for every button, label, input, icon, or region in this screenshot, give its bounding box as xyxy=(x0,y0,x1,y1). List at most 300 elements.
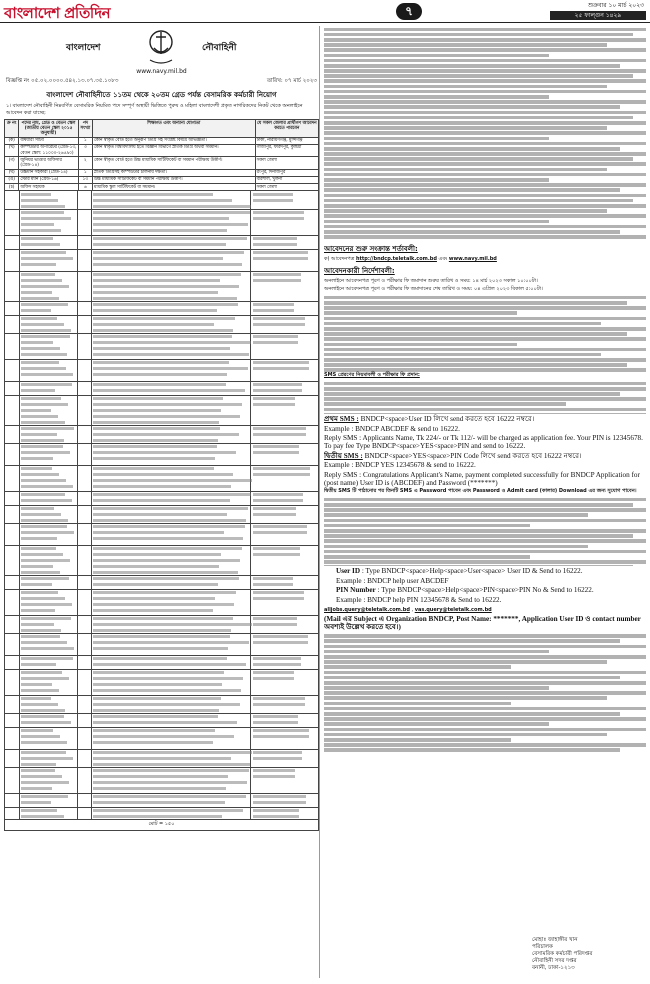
cell-text-line xyxy=(21,317,57,320)
cell-text-line xyxy=(93,223,248,226)
cell-text-line xyxy=(93,683,222,686)
lost-user-id-example: Example : BNDCP help user ABCDEF xyxy=(336,576,449,585)
cell-text-line xyxy=(21,513,61,516)
text-line xyxy=(324,358,646,362)
text-line xyxy=(324,655,646,659)
cell-text-line xyxy=(253,367,309,370)
row-post: অফিস সহায়ক xyxy=(19,184,78,191)
reference-line xyxy=(6,78,317,86)
cell-text-line xyxy=(21,347,60,350)
cell-text-line xyxy=(21,801,51,804)
apply-heading: আবেদনের শুরু সংক্রান্ত শর্তাবলী: xyxy=(324,245,418,253)
navy-website-link[interactable]: www.navy.mil.bd xyxy=(448,256,497,262)
text-line xyxy=(324,639,620,643)
table-continuation xyxy=(4,191,319,820)
org-name-left: বাংলাদেশ xyxy=(66,43,101,53)
cell-text-line xyxy=(21,641,67,644)
text-line xyxy=(324,353,601,357)
cell-text-line xyxy=(93,341,251,344)
cell-text-line xyxy=(253,815,299,818)
cell-text-line xyxy=(253,583,293,586)
row-post: উচ্চমান সহকারী (গ্রেড-১৪) xyxy=(19,169,78,176)
table-row xyxy=(5,169,319,176)
cell-text-line xyxy=(253,273,301,276)
cell-text-line xyxy=(93,205,251,208)
cell-text-line xyxy=(253,635,308,638)
cell-text-line xyxy=(253,801,306,804)
cell-text-line xyxy=(21,787,52,790)
total-label: মোট = xyxy=(148,821,164,828)
cell-text-line xyxy=(253,433,306,436)
date-line: শুক্রবার ১০ মার্চ ২০২৩ xyxy=(588,2,644,9)
reply-sms-2: Reply SMS : Congratulations Applicant's Name, payment completed successfully for BNDCP Application for (post name) User ID is (ABCDEF) and Password (*******) xyxy=(324,470,640,487)
cell-text-line xyxy=(253,193,293,196)
cell-text-line xyxy=(21,623,54,626)
cell-text-line xyxy=(21,439,64,442)
cell-text-line xyxy=(253,279,301,282)
text-line xyxy=(324,74,633,78)
text-line xyxy=(324,306,646,310)
page-number-badge: ৭ xyxy=(396,3,422,20)
text-line xyxy=(324,550,646,554)
notice-right-column xyxy=(324,26,646,978)
cell-text-line xyxy=(93,409,221,412)
text-line xyxy=(324,79,646,83)
cell-text-line xyxy=(21,383,72,386)
cell-text-line xyxy=(21,467,52,470)
apply-site-line: ক) আবেদনপত্র http://bndcp.teletalk.com.bd এবং www.navy.mil.bd xyxy=(324,256,497,262)
row-qty: ৩ xyxy=(78,144,92,156)
cell-text-line xyxy=(21,741,67,744)
text-line xyxy=(324,728,646,732)
cell-text-line xyxy=(21,795,68,798)
online-start: অনলাইনে আবেদনপত্র পূরণ ও পরীক্ষার ফি জমাদান শুরুর তারিখ ও সময়: ১৪ মার্চ ২০২৩ সকাল ১০:০০টা। xyxy=(324,278,538,285)
text-line xyxy=(324,545,588,549)
cell-text-line xyxy=(93,479,252,482)
table-header-row xyxy=(5,120,319,138)
cell-text-line xyxy=(253,641,308,644)
cell-text-line xyxy=(21,415,58,418)
text-line xyxy=(324,382,646,386)
cell-text-line xyxy=(93,309,217,312)
cell-text-line xyxy=(21,715,64,718)
cell-text-line xyxy=(253,467,310,470)
cell-text-line xyxy=(93,217,229,220)
cell-text-line xyxy=(21,531,74,534)
signer-org: নৌবাহিনী সদর দপ্তর xyxy=(532,958,577,964)
cell-text-line xyxy=(93,741,213,744)
cell-text-line xyxy=(21,809,57,812)
cell-text-line xyxy=(21,193,51,196)
cell-text-line xyxy=(21,597,65,600)
cell-text-line xyxy=(21,493,65,496)
row-district: বরিশাল, খুলনা xyxy=(255,176,318,183)
text-line xyxy=(324,498,646,502)
cell-text-line xyxy=(21,445,63,448)
table-row xyxy=(5,176,319,183)
cell-text-line xyxy=(93,689,241,692)
cell-text-line xyxy=(21,703,58,706)
cell-text-line xyxy=(21,565,53,568)
row-qualification: কোন স্বীকৃত বোর্ড হতে উচ্চ মাধ্যমিক সার্টিফিকেট বা সমমান পরীক্ষায় উত্তীর্ণ। xyxy=(92,157,255,169)
row-post: কম্পিউটার অপারেটর (গ্রেড-১৩, বেতন স্কেল: ১১০০০-২৬৫৯০) xyxy=(20,145,77,156)
cell-text-line xyxy=(253,531,307,534)
text-line xyxy=(324,105,620,109)
text-line xyxy=(324,645,646,649)
cell-text-line xyxy=(21,427,74,430)
cell-text-line xyxy=(21,389,55,392)
table-row xyxy=(5,137,319,144)
cell-text-line xyxy=(21,629,61,632)
cell-text-line xyxy=(21,263,56,266)
cell-text-line xyxy=(93,303,238,306)
text-line xyxy=(324,322,601,326)
cell-text-line xyxy=(253,677,294,680)
cell-text-line xyxy=(21,353,67,356)
text-line xyxy=(324,712,620,716)
cell-text-line xyxy=(21,303,68,306)
cell-text-line xyxy=(93,251,244,254)
cell-text-line xyxy=(93,697,221,700)
example-2: Example : BNDCP YES 12345678 & send to 16222. xyxy=(324,461,476,470)
cell-text-line xyxy=(93,603,234,606)
cell-text-line xyxy=(21,815,64,818)
apply-website-link[interactable]: http://bndcp.teletalk.com.bd xyxy=(355,256,437,262)
cell-text-line xyxy=(93,485,231,488)
text-line xyxy=(324,54,549,58)
cell-text-line xyxy=(93,609,213,612)
text-line xyxy=(324,188,620,192)
text-line xyxy=(324,686,549,690)
org-heading xyxy=(4,26,319,72)
admit-card-note: দ্বিতীয় SMS টি পাঠানোর পর তিনটি SMS এ Password পাবেন এবং Password ও Admit card (কালার) Download এর জন্য সুযোগ পাবেন। xyxy=(324,488,637,495)
first-sms-text: BNDCP<space>User ID লিখে send করতে হবে 16222 নম্বরে। xyxy=(360,415,535,424)
text-line xyxy=(324,204,646,208)
text-line xyxy=(324,121,646,125)
sms-intro-block xyxy=(324,380,646,414)
text-line xyxy=(324,519,646,523)
text-line xyxy=(324,707,646,711)
text-line xyxy=(324,534,633,538)
cell-text-line xyxy=(253,547,300,550)
cell-text-line xyxy=(21,635,60,638)
navy-website[interactable]: www.navy.mil.bd xyxy=(136,68,187,75)
row-district: সকল জেলা xyxy=(255,184,318,191)
text-line xyxy=(324,634,646,638)
cell-text-line xyxy=(93,499,230,502)
row-qty: ১৩ xyxy=(78,176,92,183)
cell-text-line xyxy=(21,291,52,294)
cell-text-line xyxy=(253,775,295,778)
support-email-link[interactable]: alljobs.query@teletalk.com.bd xyxy=(324,606,410,613)
cell-text-line xyxy=(93,663,246,666)
text-line xyxy=(324,152,646,156)
text-line xyxy=(324,311,517,315)
col-header-post: পদের নাম, গ্রেড ও বেতন স্কেল (জাতীয় বেতন স্কেল ২০১৫ অনুযায়ী) xyxy=(19,120,78,138)
cell-text-line xyxy=(21,243,60,246)
cell-text-line xyxy=(93,397,223,400)
vacancy-table xyxy=(4,119,319,191)
cell-text-line xyxy=(93,623,252,626)
cell-text-line xyxy=(93,243,226,246)
text-line xyxy=(324,126,607,130)
cell-text-line xyxy=(93,641,249,644)
signer-name: মোহাঃ জাহাঙ্গীর খান xyxy=(532,937,578,943)
cell-text-line xyxy=(21,409,51,412)
cell-text-line xyxy=(253,663,301,666)
signer-title: পরিচালক xyxy=(532,944,553,950)
cell-text-line xyxy=(253,623,297,626)
cell-text-line xyxy=(21,479,66,482)
text-line xyxy=(324,178,549,182)
cell-text-line xyxy=(21,697,51,700)
col-header-district: যে সকল জেলার প্রার্থীগণ আবেদন করতে পারবেন xyxy=(255,120,318,138)
cell-text-line xyxy=(21,421,65,424)
cell-text-line xyxy=(21,229,61,232)
lost-pin-example: Example : BNDCP help PIN 12345678 & Send to 16222. xyxy=(336,595,502,604)
text-line xyxy=(324,69,646,73)
after-sms-block xyxy=(324,496,646,566)
cell-text-line xyxy=(21,775,62,778)
cell-text-line xyxy=(21,485,73,488)
cell-text-line xyxy=(93,553,221,556)
row-post: জুনিয়র ভাণ্ডার অফিসার (গ্রেড-১৪) xyxy=(19,157,78,169)
text-line xyxy=(324,738,511,742)
cell-text-line xyxy=(253,703,305,706)
cell-text-line xyxy=(21,617,71,620)
reference-number: বিজ্ঞপ্তি নং ০৫.০২.০০০০.৫৪২.১৩.০৭.৩৫.১০৮৩ xyxy=(6,78,119,84)
cell-text-line xyxy=(21,457,53,460)
cell-text-line xyxy=(253,211,304,214)
text-line xyxy=(324,503,633,507)
cell-text-line xyxy=(21,781,69,784)
cell-text-line xyxy=(21,367,66,370)
text-line xyxy=(324,363,627,367)
text-line xyxy=(324,28,646,32)
text-line xyxy=(324,214,646,218)
cell-text-line xyxy=(253,657,301,660)
cell-text-line xyxy=(93,565,219,568)
col-header-serial: ক্র নং xyxy=(5,120,19,138)
cell-text-line xyxy=(21,507,54,510)
signer-dept: বেসামরিক কর্মচারী পরিদপ্তর xyxy=(532,951,593,957)
first-sms xyxy=(324,415,646,423)
cell-text-line xyxy=(93,445,217,448)
row-serial: (চ) xyxy=(5,184,19,191)
text-line xyxy=(324,225,646,229)
cell-text-line xyxy=(21,609,55,612)
cell-text-line xyxy=(21,729,53,732)
cell-text-line xyxy=(21,763,56,766)
cell-text-line xyxy=(253,499,303,502)
cell-text-line xyxy=(21,237,53,240)
navy-emblem-icon xyxy=(142,26,180,66)
cell-text-line xyxy=(21,433,57,436)
support-email-link-2[interactable]: vas.query@teletalk.com.bd xyxy=(414,606,492,613)
newspaper-header xyxy=(0,0,650,23)
cell-text-line xyxy=(93,769,249,772)
support-emails: alljobs.query@teletalk.com.bd , vas.query@teletalk.com.bd xyxy=(324,606,492,613)
cell-text-line xyxy=(21,709,65,712)
text-line xyxy=(324,343,517,347)
cell-text-line xyxy=(93,787,226,790)
cell-text-line xyxy=(93,439,218,442)
cell-text-line xyxy=(93,263,242,266)
cell-text-line xyxy=(93,199,232,202)
text-line xyxy=(324,183,646,187)
cell-text-line xyxy=(253,237,297,240)
text-line xyxy=(324,33,633,37)
cell-text-line xyxy=(21,273,55,276)
row-serial: (গ) xyxy=(5,157,19,169)
second-sms-text: BNDCP<space>YES<space>PIN Code লিখে send করতে হবে 16222 নম্বরে। xyxy=(364,451,582,460)
row-district: গাজীপুর, ফরিদপুর, কুষ্টিয়া xyxy=(255,144,318,156)
cell-text-line xyxy=(93,571,238,574)
cell-text-line xyxy=(93,421,219,424)
lost-user-id-label: User ID xyxy=(336,567,361,576)
cell-text-line xyxy=(253,493,303,496)
text-line xyxy=(324,168,607,172)
cell-text-line xyxy=(93,297,237,300)
cell-text-line xyxy=(93,757,231,760)
text-line xyxy=(324,194,646,198)
text-line xyxy=(324,681,646,685)
cell-text-line xyxy=(253,257,308,260)
cell-text-line xyxy=(21,677,69,680)
cell-text-line xyxy=(93,703,240,706)
text-line xyxy=(324,142,646,146)
row-district: ঢাকা, নারায়ণগঞ্জ, মুন্সিগঞ্জ xyxy=(255,137,318,144)
text-line xyxy=(324,301,627,305)
text-line xyxy=(324,529,646,533)
cell-text-line xyxy=(21,663,56,666)
text-line xyxy=(324,337,646,341)
cell-text-line xyxy=(253,243,297,246)
mail-subject-note: (Mail এর Subject এ Organization BNDCP, Post Name: *******, Application User ID ও contact number অবশ্যই উল্লেখ করতে হবে।) xyxy=(324,614,641,632)
cell-text-line xyxy=(21,553,63,556)
row-qty: ২ xyxy=(78,157,92,169)
text-line xyxy=(324,64,620,68)
cell-text-line xyxy=(21,571,60,574)
cell-text-line xyxy=(253,389,302,392)
row-qualification: মাধ্যমিক স্কুল সার্টিফিকেট বা সমমান। xyxy=(92,184,255,191)
text-line xyxy=(324,676,620,680)
second-sms-label: দ্বিতীয় SMS : xyxy=(324,451,363,460)
row-post: স্টোর ম্যান (গ্রেড-১৬) xyxy=(19,176,78,183)
lost-user-id: User ID : Type BNDCP<space>Help<space>User<space> User ID & Send to 16222. xyxy=(336,567,583,576)
row-serial: (ঙ) xyxy=(5,176,19,183)
reply-sms-1: Reply SMS : Applicants Name, Tk 224/- or Tk 112/- will be charged as application fee. Your PIN is 12345678. To pay fee Type BNDCP<space>YES<space>PIN and send to 16222. xyxy=(324,433,643,451)
cell-text-line xyxy=(21,537,57,540)
reference-date: তারিখ: ০৭ মার্চ ২০২৩ xyxy=(266,78,317,84)
cell-text-line xyxy=(93,751,252,754)
text-line xyxy=(324,90,646,94)
cell-text-line xyxy=(253,507,296,510)
text-line xyxy=(324,209,607,213)
cell-text-line xyxy=(253,769,295,772)
cell-text-line xyxy=(21,205,65,208)
cell-text-line xyxy=(93,507,248,510)
text-line xyxy=(324,665,511,669)
text-line xyxy=(324,413,646,414)
cell-text-line xyxy=(21,199,58,202)
cell-text-line xyxy=(253,397,295,400)
cell-text-line xyxy=(93,347,230,350)
cell-text-line xyxy=(21,525,67,528)
text-line xyxy=(324,116,633,120)
text-line xyxy=(324,733,607,737)
text-line xyxy=(324,48,646,52)
cell-text-line xyxy=(21,341,53,344)
cell-text-line xyxy=(93,809,243,812)
text-line xyxy=(324,397,646,401)
online-end: অনলাইনে আবেদনপত্র পূরণ ও পরীক্ষার ফি জমাদানের শেষ তারিখ ও সময়: ০৪ এপ্রিল ২০২৩ বিকাল ৫:০০টা। xyxy=(324,286,543,293)
row-serial: (ঘ) xyxy=(5,169,19,176)
cell-text-line xyxy=(253,525,307,528)
cell-text-line xyxy=(253,809,299,812)
text-line xyxy=(324,565,633,566)
lost-pin: PIN Number : Type BNDCP<space>Help<space>PIN<space>PIN No & Send to 16222. xyxy=(336,586,594,595)
cell-text-line xyxy=(93,193,213,196)
cell-text-line xyxy=(93,493,251,496)
signature-block xyxy=(532,937,642,972)
cell-text-line xyxy=(253,729,309,732)
cell-text-line xyxy=(253,199,293,202)
cell-text-line xyxy=(21,251,66,254)
text-line xyxy=(324,560,646,564)
cell-text-line xyxy=(253,715,298,718)
cell-text-line xyxy=(21,329,71,332)
text-line xyxy=(324,199,633,203)
text-line xyxy=(324,85,607,89)
cell-text-line xyxy=(21,373,73,376)
cell-text-line xyxy=(93,559,240,562)
cell-text-line xyxy=(21,257,73,260)
row-qualification: কোন স্বীকৃত বোর্ড হতে অনুরূপ ডিগ্রি সহ সংশ্লিষ্ট বিষয়ে অভিজ্ঞতা। xyxy=(92,137,255,144)
row-qty: ৬ xyxy=(78,184,92,191)
cell-text-line xyxy=(93,583,218,586)
cell-text-line xyxy=(21,689,59,692)
cell-text-line xyxy=(93,211,250,214)
cell-text-line xyxy=(21,335,70,338)
cell-text-line xyxy=(93,735,234,738)
cell-text-line xyxy=(253,341,298,344)
cell-text-line xyxy=(253,591,304,594)
cell-text-line xyxy=(253,303,294,306)
table-row xyxy=(5,184,319,191)
cell-text-line xyxy=(93,433,239,436)
newspaper-masthead: বাংলাদেশ প্রতিদিন xyxy=(4,4,111,22)
row-qty: ১ xyxy=(78,169,92,176)
cell-text-line xyxy=(21,309,51,312)
text-line xyxy=(324,748,620,752)
cell-text-line xyxy=(93,577,239,580)
cell-text-line xyxy=(253,553,300,556)
cell-text-line xyxy=(93,467,214,470)
cell-text-line xyxy=(21,591,58,594)
cell-text-line xyxy=(21,751,66,754)
row-district: সকল জেলা xyxy=(255,157,318,169)
text-line xyxy=(324,38,646,42)
cell-text-line xyxy=(93,729,215,732)
text-line xyxy=(324,555,530,559)
cell-text-line xyxy=(93,519,246,522)
row-qualification: কোন স্বীকৃত বিশ্ববিদ্যালয় হতে বিজ্ঞান বিভাগে স্নাতক ডিগ্রি অথবা সমমান। xyxy=(92,144,255,156)
row-serial: (ক) xyxy=(5,137,19,144)
text-line xyxy=(324,296,646,300)
text-line xyxy=(324,100,646,104)
cell-text-line xyxy=(21,323,64,326)
